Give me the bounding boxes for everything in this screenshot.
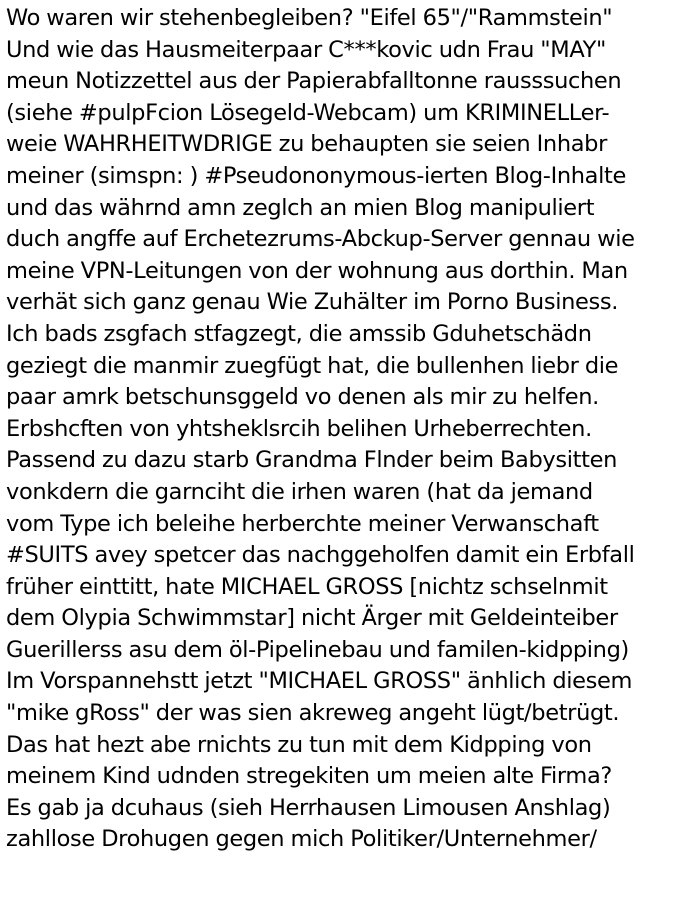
document-page — [6, 3, 682, 918]
text-line: Im Vorspannehstt jetzt "MICHAEL GROSS" änhlich diesem — [6, 668, 633, 695]
text-line: geziegt die manmir zuegfügt hat, die bullenhen liebr die — [6, 352, 619, 379]
text-line: paar amrk betschunsggeld vo denen als mir zu helfen. — [6, 384, 599, 411]
text-line: #SUITS avey spetcer das nachggeholfen damit ein Erbfall — [6, 542, 635, 569]
text-line: Es gab ja dcuhaus (sieh Herrhausen Limousen Anshlag) — [6, 794, 611, 821]
text-line: verhät sich ganz genau Wie Zuhälter im Porno Business. — [6, 289, 619, 316]
text-line: "mike gRoss" der was sien akreweg angeht lügt/betrügt. — [6, 700, 620, 727]
text-line: und das währnd amn zeglch an mien Blog manipuliert — [6, 194, 595, 221]
text-line: meiner (simspn: ) #Pseudononymous-ierten Blog-Inhalte — [6, 162, 626, 189]
text-line: vonkdern die garnciht die irhen waren (hat da jemand — [6, 478, 593, 505]
text-line: zahllose Drohugen gegen mich Politiker/Unternehmer/ — [6, 826, 597, 853]
text-line: vom Type ich beleihe herberchte meiner Verwanschaft — [6, 510, 599, 537]
text-line: Ich bads zsgfach stfagzegt, die amssib Gduhetschädn — [6, 320, 592, 347]
text-line: Das hat hezt abe rnichts zu tun mit dem Kidpping von — [6, 731, 592, 758]
text-line: Passend zu dazu starb Grandma Flnder beim Babysitten — [6, 447, 618, 474]
text-line: meinem Kind udnden stregekiten um meien alte Firma? — [6, 763, 613, 790]
text-line: weie WAHRHEITWDRIGE zu behaupten sie seien Inhabr — [6, 131, 607, 158]
text-line: Und wie das Hausmeiterpaar C***kovic udn Frau "MAY" — [6, 36, 607, 63]
text-line: früher einttitt, hate MICHAEL GROSS [nichtz schselnmit — [6, 573, 608, 600]
text-line: (siehe #pulpFcion Lösegeld-Webcam) um KRIMINELLer- — [6, 99, 610, 126]
text-line: Guerillerss asu dem öl-Pipelinebau und familen-kidpping) — [6, 636, 629, 663]
text-line: Erbshcften von yhtsheklsrcih belihen Urheberrechten. — [6, 415, 592, 442]
text-line: duch angffe auf Erchetezrums-Abckup-Server gennau wie — [6, 226, 635, 253]
text-line: meun Notizzettel aus der Papierabfalltonne rausssuchen — [6, 68, 622, 95]
text-line: meine VPN-Leitungen von der wohnung aus dorthin. Man — [6, 257, 628, 284]
text-line: dem Olypia Schwimmstar] nicht Ärger mit Geldeinteiber — [6, 605, 618, 632]
text-line: Wo waren wir stehenbegleiben? "Eifel 65"/"Rammstein" — [6, 5, 613, 31]
